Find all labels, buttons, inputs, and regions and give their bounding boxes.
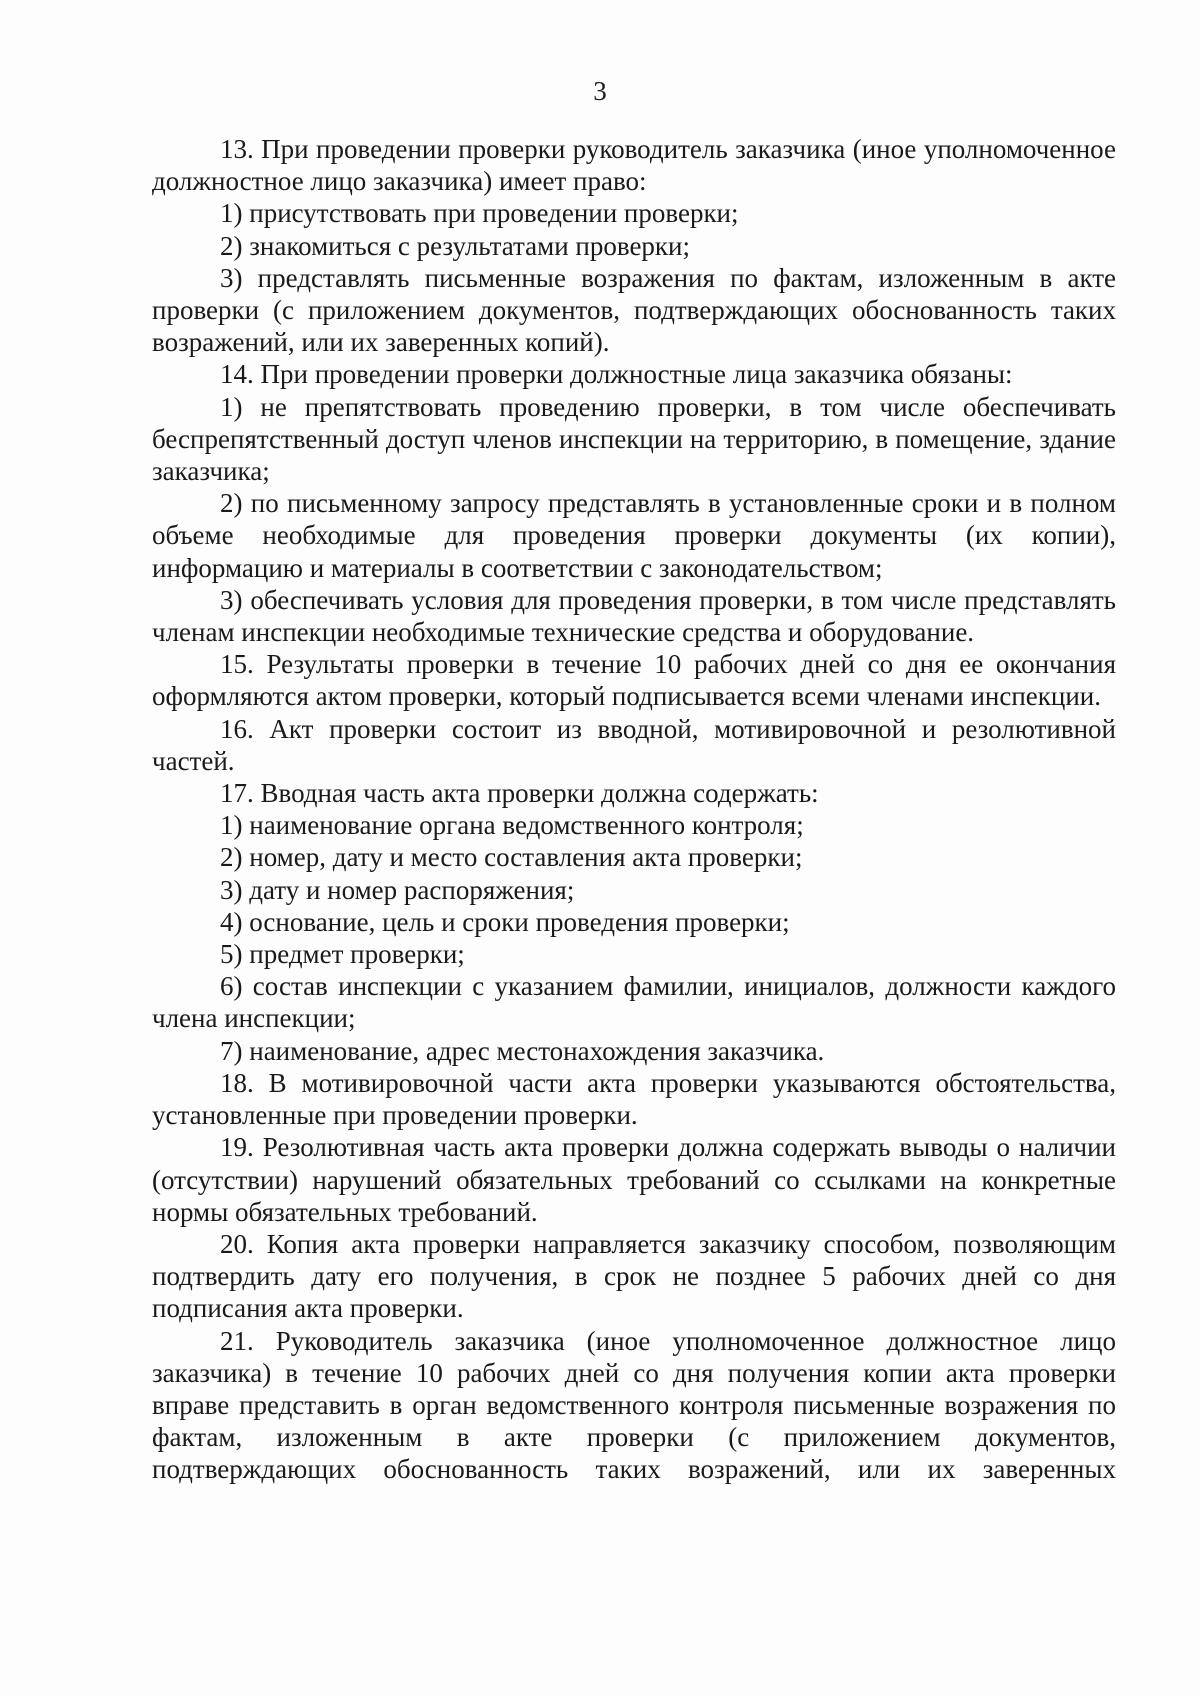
paragraph-14-item-1: 1) не препятствовать проведению проверки, в том числе обеспечивать беспрепятственный доступ членов инспекции на территорию, в помещение, здание заказчика; [152,391,1116,487]
paragraph-17-item-7: 7) наименование, адрес местонахождения заказчика. [220,1035,825,1066]
paragraph-20: 20. Копия акта проверки направляется заказчику способом, позволяющим подтвердить дату его получения, в срок не позднее 5 рабочих дней со дня подписания акта проверки. [152,1228,1116,1324]
paragraph-16: 16. Акт проверки состоит из вводной, мотивировочной и резолютивной частей. [152,713,1116,776]
paragraph-17-item-3: 3) дату и номер распоряжения; [220,874,575,905]
paragraph-17-item-1: 1) наименование органа ведомственного контроля; [220,810,804,841]
paragraph-14-item-3: 3) обеспечивать условия для проведения проверки, в том числе представлять членам инспекции необходимые технические средства и оборудование. [152,584,1116,648]
paragraph-13-item-2: 2) знакомиться с результатами проверки; [220,230,690,261]
paragraph-15: 15. Результаты проверки в течение 10 рабочих дней со дня ее окончания оформляются актом проверки, который подписывается всеми членами инспекции. [152,649,1116,712]
paragraph-19: 19. Резолютивная часть акта проверки должна содержать выводы о наличии (отсутствии) нарушений обязательных требований со ссылками на конкретные нормы обязательных требований. [152,1132,1116,1227]
paragraph-13: 13. При проведении проверки руководитель заказчика (иное уполномоченное должностное лицо заказчика) имеет право: [152,134,1116,197]
paragraph-13-item-1: 1) присутствовать при проведении проверки; [220,198,739,229]
paragraph-21: 21. Руководитель заказчика (иное уполномоченное должностное лицо заказчика) в течение 10 рабочих дней со дня получения копии акта проверки вправе представить в орган ведомственного контроля письменные возражения по фактам, изложенным в акте проверки (с приложением документов, подтверждающих обоснованность таких возражений, или их заверенных [152,1325,1116,1485]
paragraph-14-item-2: 2) по письменному запросу представлять в установленные сроки и в полном объеме необходимые для проведения проверки документы (их копии), информацию и материалы в соответствии с законодательством; [152,488,1116,583]
paragraph-17-item-5: 5) предмет проверки; [220,939,465,970]
paragraph-17-item-2: 2) номер, дату и место составления акта проверки; [220,842,803,873]
paragraph-17: 17. Вводная часть акта проверки должна содержать: [220,778,819,809]
document-body [152,133,1116,1486]
page-number: 3 [593,76,607,106]
paragraph-14: 14. При проведении проверки должностные лица заказчика обязаны: [220,359,1013,390]
paragraph-13-item-3: 3) представлять письменные возражения по фактам, изложенным в акте проверки (с приложением документов, подтверждающих обоснованность таких возражений, или их заверенных копий). [152,262,1116,358]
paragraph-17-item-6: 6) состав инспекции с указанием фамилии, инициалов, должности каждого члена инспекции; [152,971,1116,1034]
paragraph-18: 18. В мотивировочной части акта проверки указываются обстоятельства, установленные при проведении проверки. [152,1067,1116,1131]
paragraph-17-item-4: 4) основание, цель и сроки проведения проверки; [220,906,790,937]
